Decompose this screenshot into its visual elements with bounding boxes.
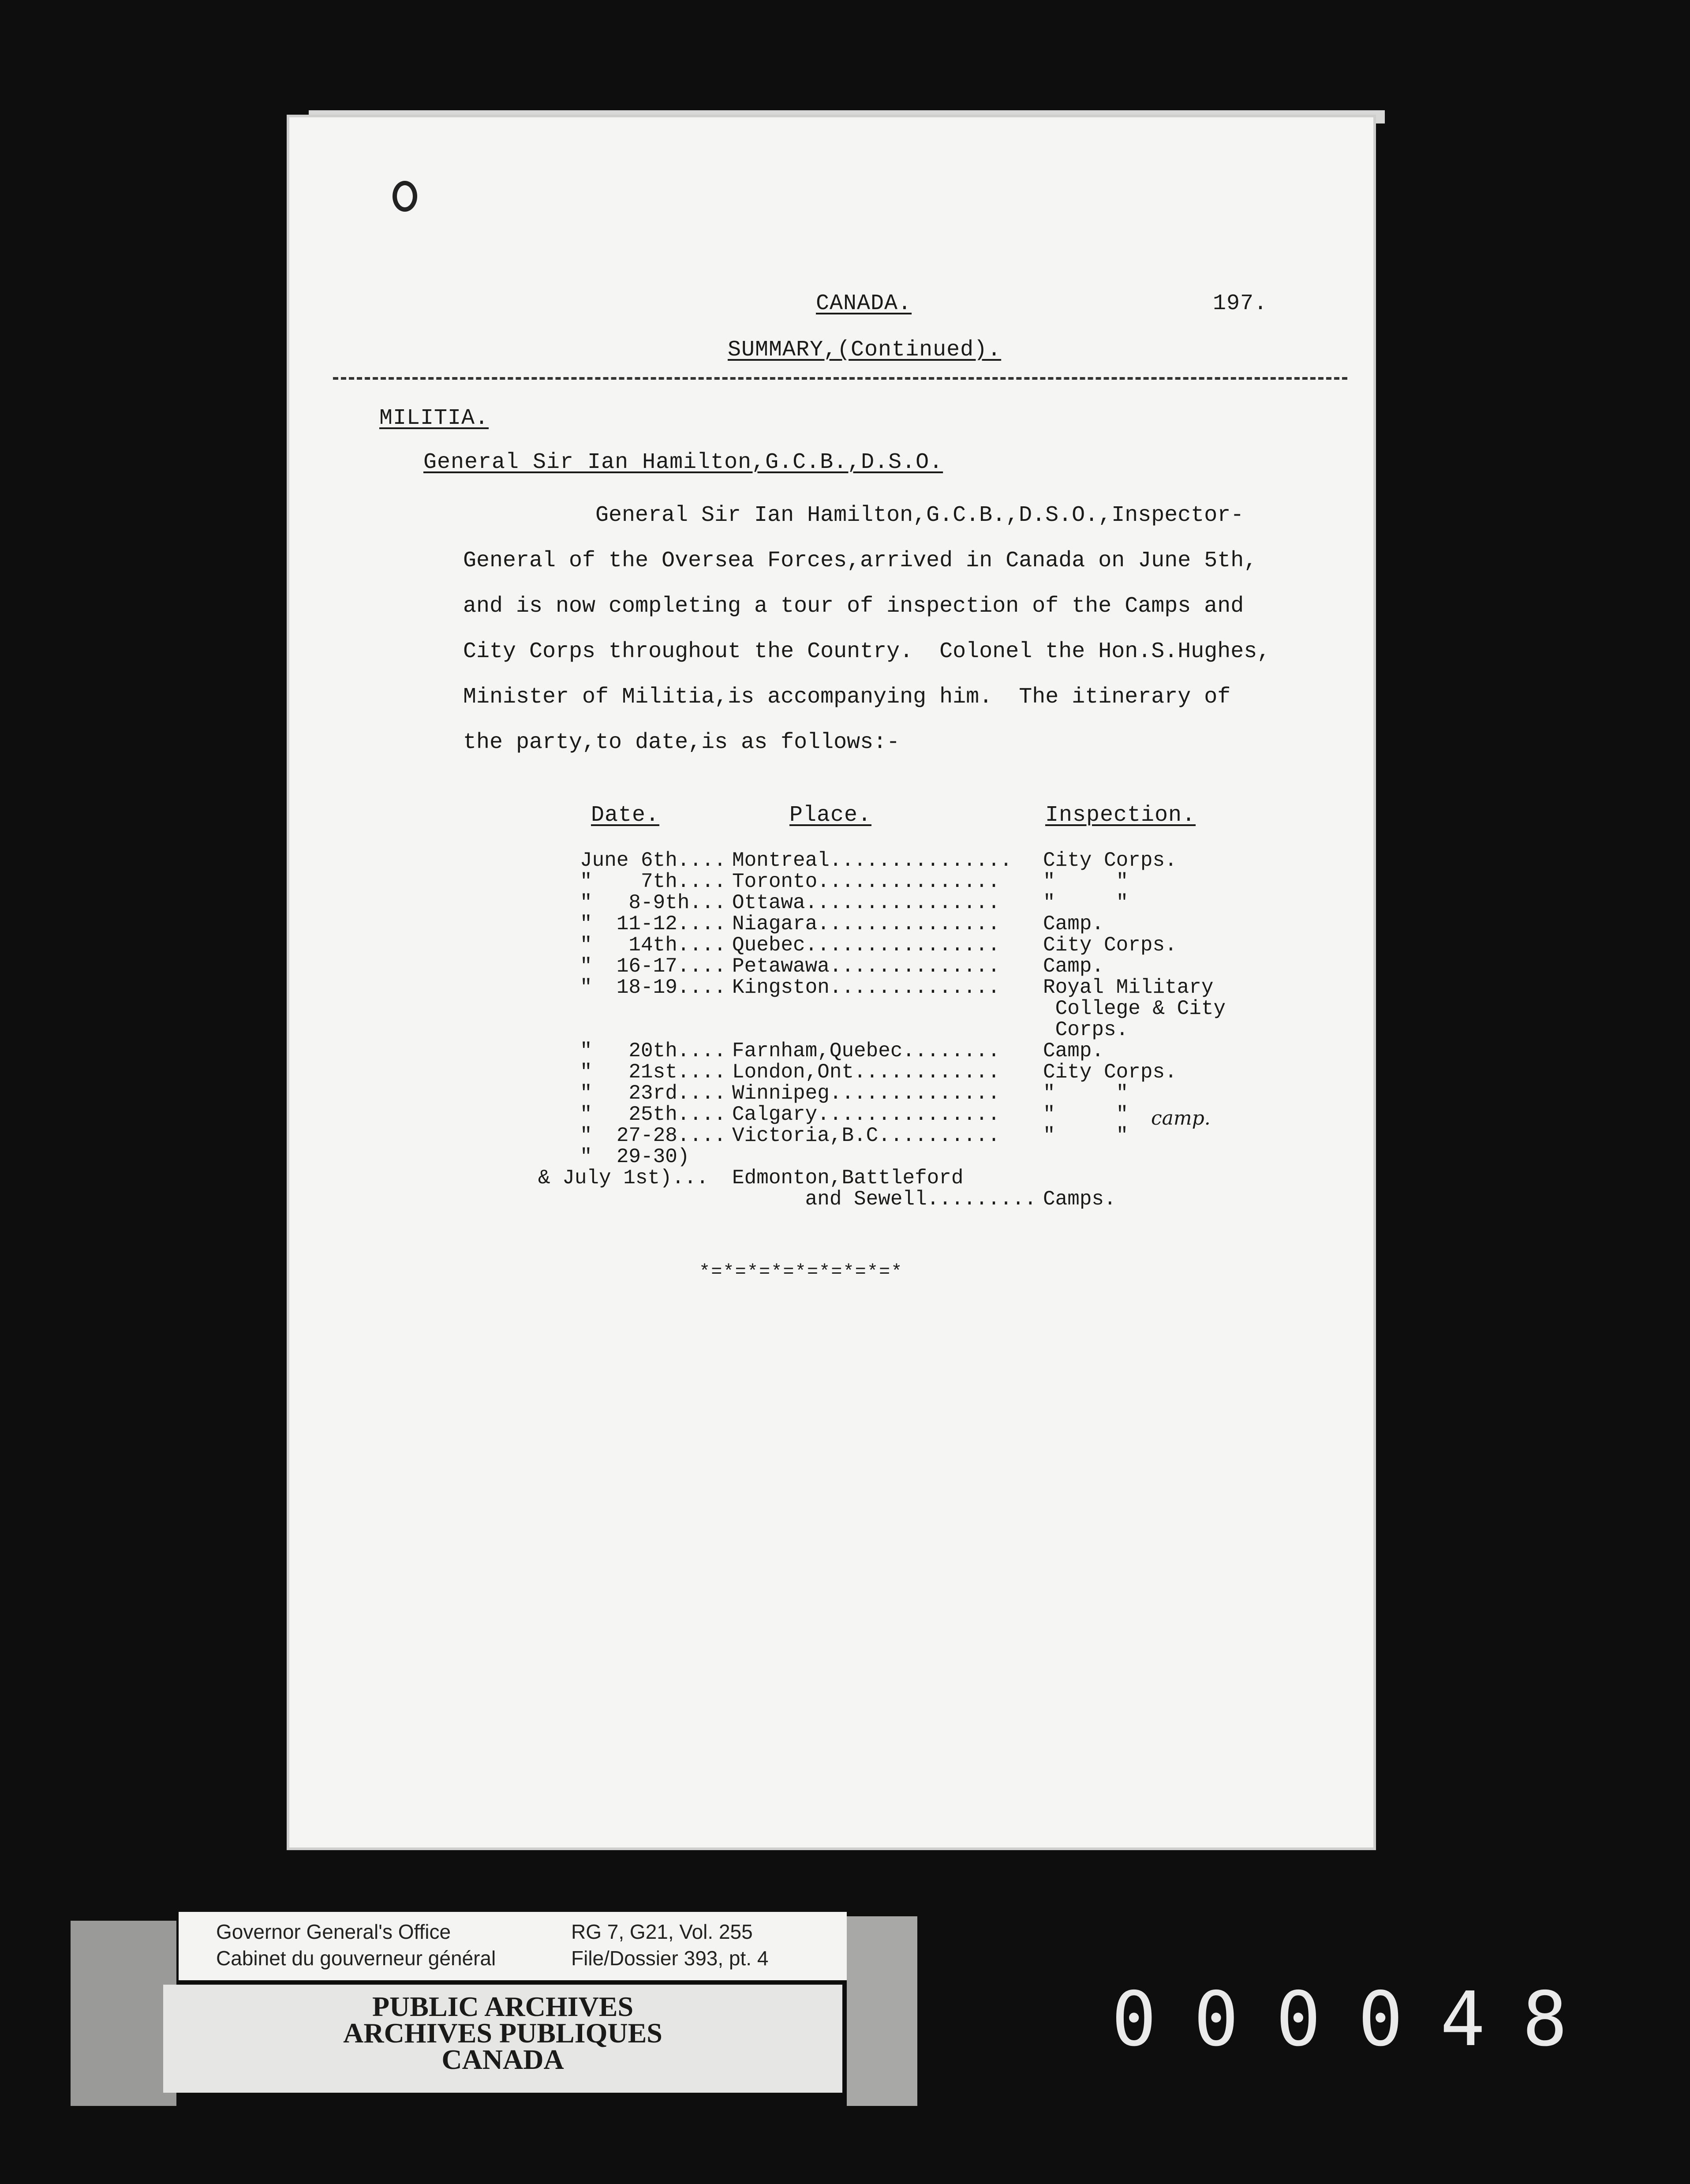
- table-cell-place: Victoria,B.C..........: [732, 1124, 1000, 1147]
- column-header-inspection: Inspection.: [1045, 803, 1196, 828]
- table-cell-date: " 27-28....: [580, 1124, 726, 1147]
- table-cell-date: " 25th....: [580, 1103, 726, 1126]
- table-cell-inspection: Camps.: [1043, 1188, 1116, 1211]
- table-cell-inspection: Corps.: [1043, 1018, 1129, 1041]
- table-cell-place: and Sewell.........: [732, 1188, 1037, 1211]
- table-cell-date: & July 1st)...: [538, 1167, 709, 1189]
- record-group: RG 7, G21, Vol. 255: [571, 1920, 753, 1943]
- table-cell-place: Petawawa..............: [732, 955, 1000, 978]
- table-cell-inspection: City Corps.: [1043, 849, 1177, 872]
- end-rule: *=*=*=*=*=*=*=*=*: [699, 1261, 903, 1283]
- archive-reference-label: [179, 1912, 847, 1980]
- table-cell-date: " 29-30): [580, 1145, 690, 1168]
- table-cell-date: " 21st....: [580, 1061, 726, 1084]
- table-cell-place: Montreal...............: [732, 849, 1012, 872]
- table-cell-inspection: Camp.: [1043, 912, 1104, 935]
- table-cell-place: Niagara...............: [732, 912, 1000, 935]
- page-title: CANADA.: [816, 291, 912, 316]
- table-cell-place: Quebec................: [732, 934, 1000, 957]
- handwritten-note: camp.: [1151, 1107, 1211, 1129]
- table-cell-inspection: " ": [1043, 1103, 1129, 1126]
- film-strip-edge: [847, 1916, 917, 2106]
- table-cell-place: Kingston..............: [732, 976, 1000, 999]
- table-cell-place: Toronto...............: [732, 870, 1000, 893]
- file-reference: File/Dossier 393, pt. 4: [571, 1947, 769, 1970]
- frame-number: 000048: [1111, 1976, 1605, 2063]
- table-cell-date: " 7th....: [580, 870, 726, 893]
- table-cell-place: Farnham,Quebec........: [732, 1040, 1000, 1062]
- office-english: Governor General's Office: [216, 1920, 451, 1943]
- table-cell-inspection: " ": [1043, 1082, 1129, 1105]
- table-cell-place: Calgary...............: [732, 1103, 1000, 1126]
- table-cell-date: " 14th....: [580, 934, 726, 957]
- table-cell-inspection: " ": [1043, 1124, 1129, 1147]
- page-subtitle: SUMMARY,(Continued).: [728, 337, 1002, 363]
- paragraph-line: General of the Oversea Forces,arrived in Canada on June 5th,: [463, 548, 1257, 573]
- table-cell-date: " 23rd....: [580, 1082, 726, 1105]
- section-heading: MILITIA.: [379, 406, 489, 431]
- table-cell-inspection: Camp.: [1043, 955, 1104, 978]
- table-cell-inspection: Camp.: [1043, 1040, 1104, 1062]
- paragraph-line: the party,to date,is as follows:-: [463, 730, 900, 755]
- table-cell-date: " 11-12....: [580, 912, 726, 935]
- table-cell-place: Edmonton,Battleford: [732, 1167, 964, 1189]
- table-cell-inspection: Royal Military: [1043, 976, 1214, 999]
- table-cell-inspection: City Corps.: [1043, 1061, 1177, 1084]
- table-cell-inspection: " ": [1043, 891, 1129, 914]
- document-page: [287, 115, 1376, 1850]
- paragraph-line: and is now completing a tour of inspection of the Camps and: [463, 594, 1244, 619]
- page-number: 197.: [1213, 291, 1268, 316]
- table-cell-inspection: College & City: [1043, 997, 1226, 1020]
- dashed-divider: [333, 377, 1347, 380]
- paragraph-line: General Sir Ian Hamilton,G.C.B.,D.S.O.,Inspector-: [595, 503, 1244, 528]
- table-cell-date: " 16-17....: [580, 955, 726, 978]
- film-strip-edge: [71, 1921, 176, 2106]
- column-header-place: Place.: [789, 803, 872, 828]
- table-cell-date: " 8-9th...: [580, 891, 726, 914]
- punch-hole: [393, 181, 417, 212]
- table-cell-place: Winnipeg..............: [732, 1082, 1000, 1105]
- table-cell-inspection: " ": [1043, 870, 1129, 893]
- archives-line: ARCHIVES PUBLIQUES: [343, 2017, 662, 2049]
- archives-stamp: [163, 1985, 842, 2093]
- archives-line: PUBLIC ARCHIVES: [372, 1991, 634, 2022]
- table-cell-date: " 18-19....: [580, 976, 726, 999]
- table-cell-place: London,Ont............: [732, 1061, 1000, 1084]
- section-subheading: General Sir Ian Hamilton,G.C.B.,D.S.O.: [423, 450, 943, 475]
- paragraph-line: Minister of Militia,is accompanying him. The itinerary of: [463, 684, 1231, 710]
- office-french: Cabinet du gouverneur général: [216, 1947, 496, 1970]
- table-cell-date: " 20th....: [580, 1040, 726, 1062]
- archives-line: CANADA: [441, 2044, 564, 2075]
- paragraph-line: City Corps throughout the Country. Colonel the Hon.S.Hughes,: [463, 639, 1271, 664]
- column-header-date: Date.: [591, 803, 660, 828]
- table-cell-inspection: City Corps.: [1043, 934, 1177, 957]
- table-cell-date: June 6th....: [580, 849, 726, 872]
- table-cell-place: Ottawa................: [732, 891, 1000, 914]
